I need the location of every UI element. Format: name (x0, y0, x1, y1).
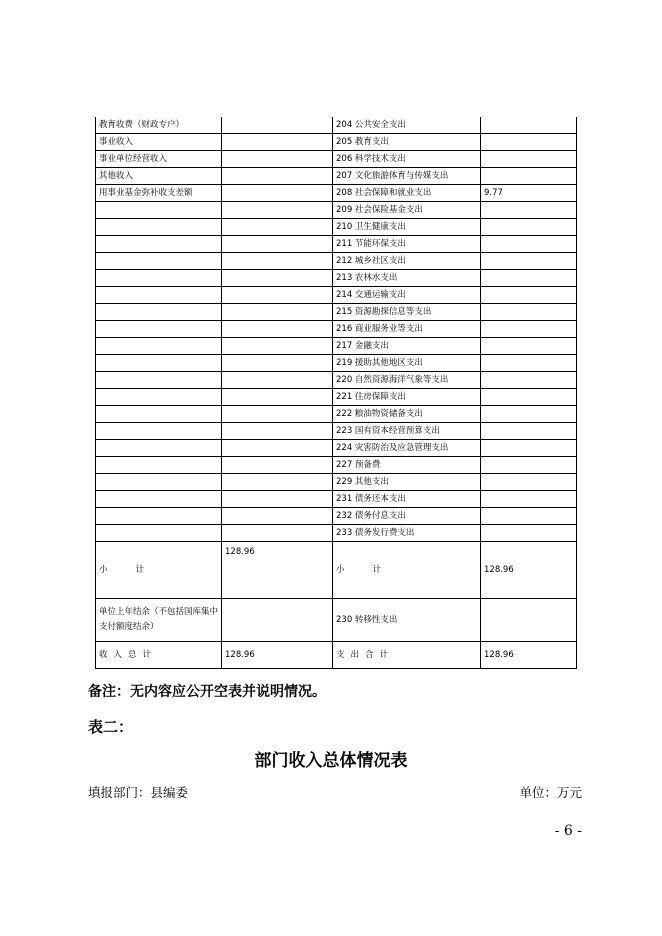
table-row (96, 304, 577, 321)
income-item-cell: 教育收费（财政专户） (96, 117, 222, 134)
income-amount-cell (222, 474, 333, 491)
table-row (96, 202, 577, 219)
income-amount-cell (222, 185, 333, 202)
income-item-cell (96, 423, 222, 440)
expenditure-item-cell: 229 其他支出 (333, 474, 481, 491)
income-amount-cell (222, 525, 333, 542)
expenditure-item-cell: 220 自然资源海洋气象等支出 (333, 372, 481, 389)
table-row (96, 440, 577, 457)
expenditure-amount-cell (481, 525, 577, 542)
income-amount-cell (222, 287, 333, 304)
expenditure-item-cell: 212 城乡社区支出 (333, 253, 481, 270)
expenditure-amount-cell: 9.77 (481, 185, 577, 202)
prior-year-balance-amount (222, 599, 333, 642)
expenditure-total-amount: 128.96 (481, 642, 577, 669)
income-amount-cell (222, 236, 333, 253)
income-item-cell (96, 508, 222, 525)
expenditure-item-cell: 207 文化旅游体育与传媒支出 (333, 168, 481, 185)
expenditure-item-cell: 208 社会保障和就业支出 (333, 185, 481, 202)
expenditure-item-cell: 210 卫生健康支出 (333, 219, 481, 236)
table-row (96, 338, 577, 355)
expenditure-amount-cell (481, 389, 577, 406)
income-item-cell (96, 355, 222, 372)
expenditure-item-cell: 227 预备费 (333, 457, 481, 474)
expenditure-amount-cell (481, 236, 577, 253)
income-amount-cell (222, 151, 333, 168)
expenditure-amount-cell (481, 491, 577, 508)
income-amount-cell (222, 338, 333, 355)
income-amount-cell (222, 389, 333, 406)
expenditure-amount-cell (481, 304, 577, 321)
income-amount-cell (222, 372, 333, 389)
income-item-cell (96, 270, 222, 287)
budget-table (95, 117, 577, 669)
expenditure-item-cell: 231 债务还本支出 (333, 491, 481, 508)
expenditure-amount-cell (481, 508, 577, 525)
table-row (96, 525, 577, 542)
income-item-cell (96, 406, 222, 423)
table-row (96, 508, 577, 525)
table-row (96, 185, 577, 202)
table-row (96, 474, 577, 491)
total-row (96, 642, 577, 669)
expenditure-amount-cell (481, 406, 577, 423)
income-amount-cell (222, 117, 333, 134)
income-amount-cell (222, 457, 333, 474)
table-row (96, 236, 577, 253)
expenditure-item-cell: 209 社会保险基金支出 (333, 202, 481, 219)
budget-table-body (96, 117, 577, 669)
table-row (96, 270, 577, 287)
expenditure-subtotal-label: 小计 (333, 542, 481, 599)
expenditure-amount-cell (481, 355, 577, 372)
income-item-cell (96, 321, 222, 338)
income-amount-cell (222, 508, 333, 525)
table-label: 表二： (88, 718, 134, 736)
expenditure-amount-cell (481, 117, 577, 134)
income-item-cell (96, 236, 222, 253)
expenditure-amount-cell (481, 134, 577, 151)
expenditure-item-cell: 221 住房保障支出 (333, 389, 481, 406)
income-item-cell (96, 219, 222, 236)
income-amount-cell (222, 253, 333, 270)
income-amount-cell (222, 270, 333, 287)
income-amount-cell (222, 321, 333, 338)
income-item-cell (96, 202, 222, 219)
income-item-cell: 事业收入 (96, 134, 222, 151)
table-row (96, 406, 577, 423)
expenditure-amount-cell (481, 457, 577, 474)
expenditure-item-cell: 219 援助其他地区支出 (333, 355, 481, 372)
expenditure-item-cell: 216 商业服务业等支出 (333, 321, 481, 338)
income-item-cell (96, 525, 222, 542)
expenditure-amount-cell (481, 321, 577, 338)
income-item-cell: 事业单位经营收入 (96, 151, 222, 168)
remarks-note: 备注：无内容应公开空表并说明情况。 (88, 684, 326, 700)
expenditure-item-cell: 215 资源勘探信息等支出 (333, 304, 481, 321)
income-amount-cell (222, 491, 333, 508)
expenditure-amount-cell (481, 423, 577, 440)
expenditure-amount-cell (481, 270, 577, 287)
income-item-cell (96, 372, 222, 389)
expenditure-amount-cell (481, 338, 577, 355)
expenditure-item-cell: 217 金融支出 (333, 338, 481, 355)
income-amount-cell (222, 304, 333, 321)
expenditure-total-label: 支出合计 (333, 642, 481, 669)
income-amount-cell (222, 440, 333, 457)
expenditure-item-cell: 205 教育支出 (333, 134, 481, 151)
income-amount-cell (222, 423, 333, 440)
page-number: - 6 - (554, 823, 582, 839)
unit-label: 单位：万元 (519, 785, 582, 800)
income-item-cell (96, 389, 222, 406)
transfer-expenditure-label: 230 转移性支出 (333, 599, 481, 642)
expenditure-item-cell: 211 节能环保支出 (333, 236, 481, 253)
expenditure-item-cell: 213 农林水支出 (333, 270, 481, 287)
table-row (96, 321, 577, 338)
table-row (96, 423, 577, 440)
expenditure-subtotal-amount: 128.96 (481, 542, 577, 599)
income-total-amount: 128.96 (222, 642, 333, 669)
table-row (96, 389, 577, 406)
expenditure-amount-cell (481, 202, 577, 219)
income-item-cell (96, 253, 222, 270)
expenditure-amount-cell (481, 253, 577, 270)
income-amount-cell (222, 219, 333, 236)
table-row (96, 219, 577, 236)
table-row (96, 117, 577, 134)
expenditure-item-cell: 223 国有资本经营预算支出 (333, 423, 481, 440)
table-row (96, 372, 577, 389)
income-amount-cell (222, 355, 333, 372)
expenditure-item-cell: 206 科学技术支出 (333, 151, 481, 168)
income-item-cell (96, 440, 222, 457)
income-item-cell (96, 457, 222, 474)
table-row (96, 168, 577, 185)
income-item-cell (96, 491, 222, 508)
table-row (96, 134, 577, 151)
carryover-row (96, 599, 577, 642)
income-item-cell: 用事业基金弥补收支差额 (96, 185, 222, 202)
table-title: 部门收入总体情况表 (254, 751, 408, 771)
transfer-expenditure-amount (481, 599, 577, 642)
income-item-cell (96, 338, 222, 355)
table-row (96, 491, 577, 508)
income-item-cell (96, 474, 222, 491)
income-total-label: 收入总计 (96, 642, 222, 669)
expenditure-item-cell: 222 粮油物资储备支出 (333, 406, 481, 423)
expenditure-item-cell: 232 债务付息支出 (333, 508, 481, 525)
subtotal-row (96, 542, 577, 599)
table-row (96, 457, 577, 474)
expenditure-item-cell: 214 交通运输支出 (333, 287, 481, 304)
expenditure-item-cell: 224 灾害防治及应急管理支出 (333, 440, 481, 457)
expenditure-amount-cell (481, 372, 577, 389)
income-subtotal-amount: 128.96 (222, 542, 333, 599)
expenditure-item-cell: 204 公共安全支出 (333, 117, 481, 134)
income-amount-cell (222, 406, 333, 423)
expenditure-amount-cell (481, 474, 577, 491)
income-item-cell (96, 304, 222, 321)
filing-department: 填报部门：县编委 (88, 785, 189, 800)
expenditure-amount-cell (481, 287, 577, 304)
income-amount-cell (222, 202, 333, 219)
prior-year-balance-label: 单位上年结余（不包括国库集中支付额度结余） (96, 599, 222, 642)
table-row (96, 355, 577, 372)
income-amount-cell (222, 168, 333, 185)
income-subtotal-label: 小计 (96, 542, 222, 599)
expenditure-amount-cell (481, 168, 577, 185)
table-row (96, 287, 577, 304)
income-item-cell: 其他收入 (96, 168, 222, 185)
table-row (96, 253, 577, 270)
expenditure-amount-cell (481, 440, 577, 457)
income-amount-cell (222, 134, 333, 151)
table-row (96, 151, 577, 168)
income-item-cell (96, 287, 222, 304)
expenditure-amount-cell (481, 219, 577, 236)
expenditure-amount-cell (481, 151, 577, 168)
expenditure-item-cell: 233 债务发行费支出 (333, 525, 481, 542)
